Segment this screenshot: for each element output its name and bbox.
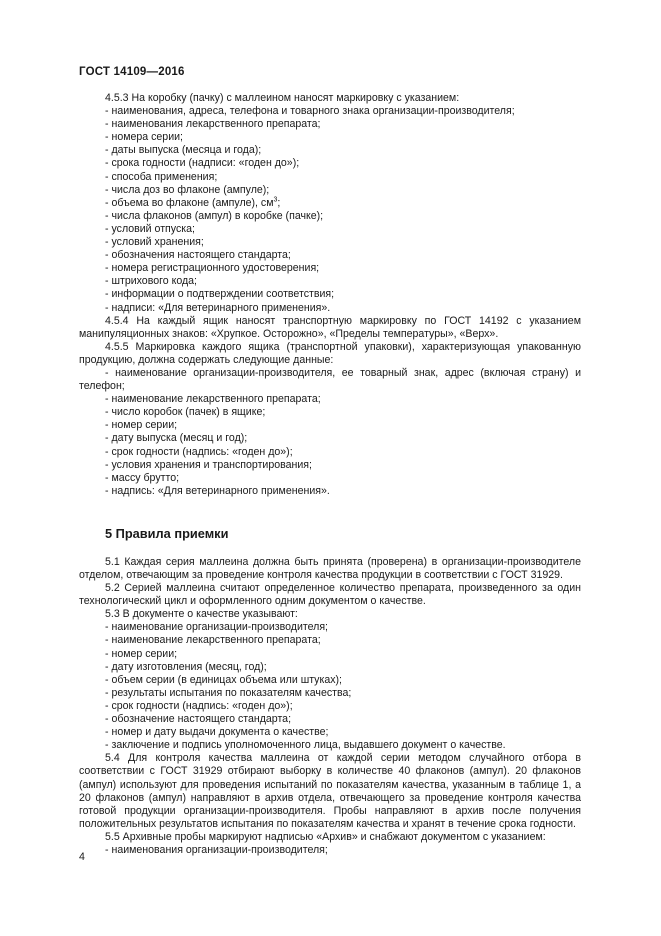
paragraph-5-3: 5.3 В документе о качестве указывают: bbox=[105, 608, 298, 621]
list-item: - наименования организации-производителя; bbox=[105, 843, 328, 856]
document-header: ГОСТ 14109—2016 bbox=[79, 66, 185, 78]
paragraph-4-5-3: 4.5.3 На коробку (пачку) с маллеином наносят маркировку с указанием: bbox=[105, 92, 460, 104]
list-item: - срок годности (надпись: «годен до»); bbox=[105, 445, 293, 458]
superscript: 3 bbox=[273, 196, 278, 204]
list-item: - условий хранения; bbox=[105, 236, 204, 249]
list-item: - штрихового кода; bbox=[105, 275, 197, 288]
list-item: - номера регистрационного удостоверения; bbox=[105, 262, 320, 275]
list-item: - результаты испытания по показателям качества; bbox=[105, 686, 352, 699]
paragraph-5-2: 5.2 Серией маллеина считают определенное количество препарата, произведенного за один технологический цикл и оформленного одним документом о качестве. bbox=[79, 582, 581, 608]
list-item: - информации о подтверждении соответствия; bbox=[105, 288, 335, 301]
list-item-volume bbox=[79, 197, 581, 210]
list-item: - обозначение настоящего стандарта; bbox=[105, 713, 292, 726]
paragraph-5-4: 5.4 Для контроля качества маллеина от каждой серии методом случайного отбора в соответствии с ГОСТ 31929 отбирают выборку в количестве 40 флаконов (ампул). 20 флаконов (ампул) используют для проведения испытаний по показателям качества, указанным в таблице 1, а 20 флаконов (ампул) направляют в архив отдела, отвечающего за проведение контроля качества готовой продукции организации-производителя. Пробы направляют в архив после получения положительных результатов испытания по показателям качества и хранят в течение срока годности. bbox=[79, 752, 581, 830]
list-item: - наименования лекарственного препарата; bbox=[105, 118, 321, 131]
paragraph-4-5-4: 4.5.4 На каждый ящик наносят транспортную маркировку по ГОСТ 14192 с указанием манипуляционных знаков: «Хрупкое. Осторожно», «Пределы температуры», «Верх». bbox=[79, 314, 581, 340]
paragraph-4-5-5: 4.5.5 Маркировка каждого ящика (транспортной упаковки), характеризующая упакованную продукцию, должна содержать следующие данные: bbox=[79, 340, 581, 366]
list-item: - объем серии (в единицах объема или штуках); bbox=[105, 673, 342, 686]
list-item: - массу брутто; bbox=[105, 471, 180, 484]
list-item-tail: ; bbox=[277, 196, 281, 209]
list-item: - дату выпуска (месяц и год); bbox=[105, 432, 248, 445]
paragraph-5-5: 5.5 Архивные пробы маркируют надписью «Архив» и снабжают документом с указанием: bbox=[105, 830, 546, 843]
list-item: - наименование лекарственного препарата; bbox=[105, 634, 321, 647]
list-item: - номер и дату выдачи документа о качестве; bbox=[105, 726, 329, 739]
list-item: - номер серии; bbox=[105, 419, 178, 432]
list-item-text: - объема во флаконе (ампуле), см bbox=[105, 196, 274, 209]
list-item: - надпись: «Для ветеринарного применения». bbox=[105, 484, 330, 497]
list-item: - срока годности (надписи: «годен до»); bbox=[105, 157, 300, 170]
list-item: - наименование организации-производителя, ее товарный знак, адрес (включая страну) и телефон; bbox=[79, 366, 581, 393]
list-item: - номера серии; bbox=[105, 131, 183, 144]
list-item: - наименование организации-производителя; bbox=[105, 621, 329, 634]
list-item: - числа флаконов (ампул) в коробке (пачке); bbox=[105, 209, 324, 222]
paragraph-5-1: 5.1 Каждая серия маллеина должна быть принята (проверена) в организации-производителе отделом, отвечающим за проведение контроля качества продукции в соответствии с ГОСТ 31929. bbox=[79, 555, 581, 581]
list-item: - надписи: «Для ветеринарного применения». bbox=[105, 301, 331, 314]
list-item: - условий отпуска; bbox=[105, 222, 195, 235]
list-item: - дату изготовления (месяц, год); bbox=[105, 660, 267, 673]
list-item: - наименование лекарственного препарата; bbox=[105, 393, 321, 406]
list-item: - условия хранения и транспортирования; bbox=[105, 458, 312, 471]
list-item: - число коробок (пачек) в ящике; bbox=[105, 406, 266, 419]
list-item: - наименования, адреса, телефона и товарного знака организации-производителя; bbox=[105, 105, 515, 118]
list-item: - срок годности (надпись: «годен до»); bbox=[105, 699, 293, 712]
document-body bbox=[79, 92, 581, 857]
list-item: - номер серии; bbox=[105, 647, 178, 660]
list-item: - числа доз во флаконе (ампуле); bbox=[105, 183, 270, 196]
section-title: 5 Правила приемки bbox=[105, 525, 229, 541]
list-item: - обозначения настоящего стандарта; bbox=[105, 249, 291, 262]
list-item: - способа применения; bbox=[105, 170, 218, 183]
list-item: - заключение и подпись уполномоченного лица, выдавшего документ о качестве. bbox=[105, 739, 506, 752]
list-item: - даты выпуска (месяца и года); bbox=[105, 144, 262, 157]
page-number: 4 bbox=[79, 851, 85, 863]
